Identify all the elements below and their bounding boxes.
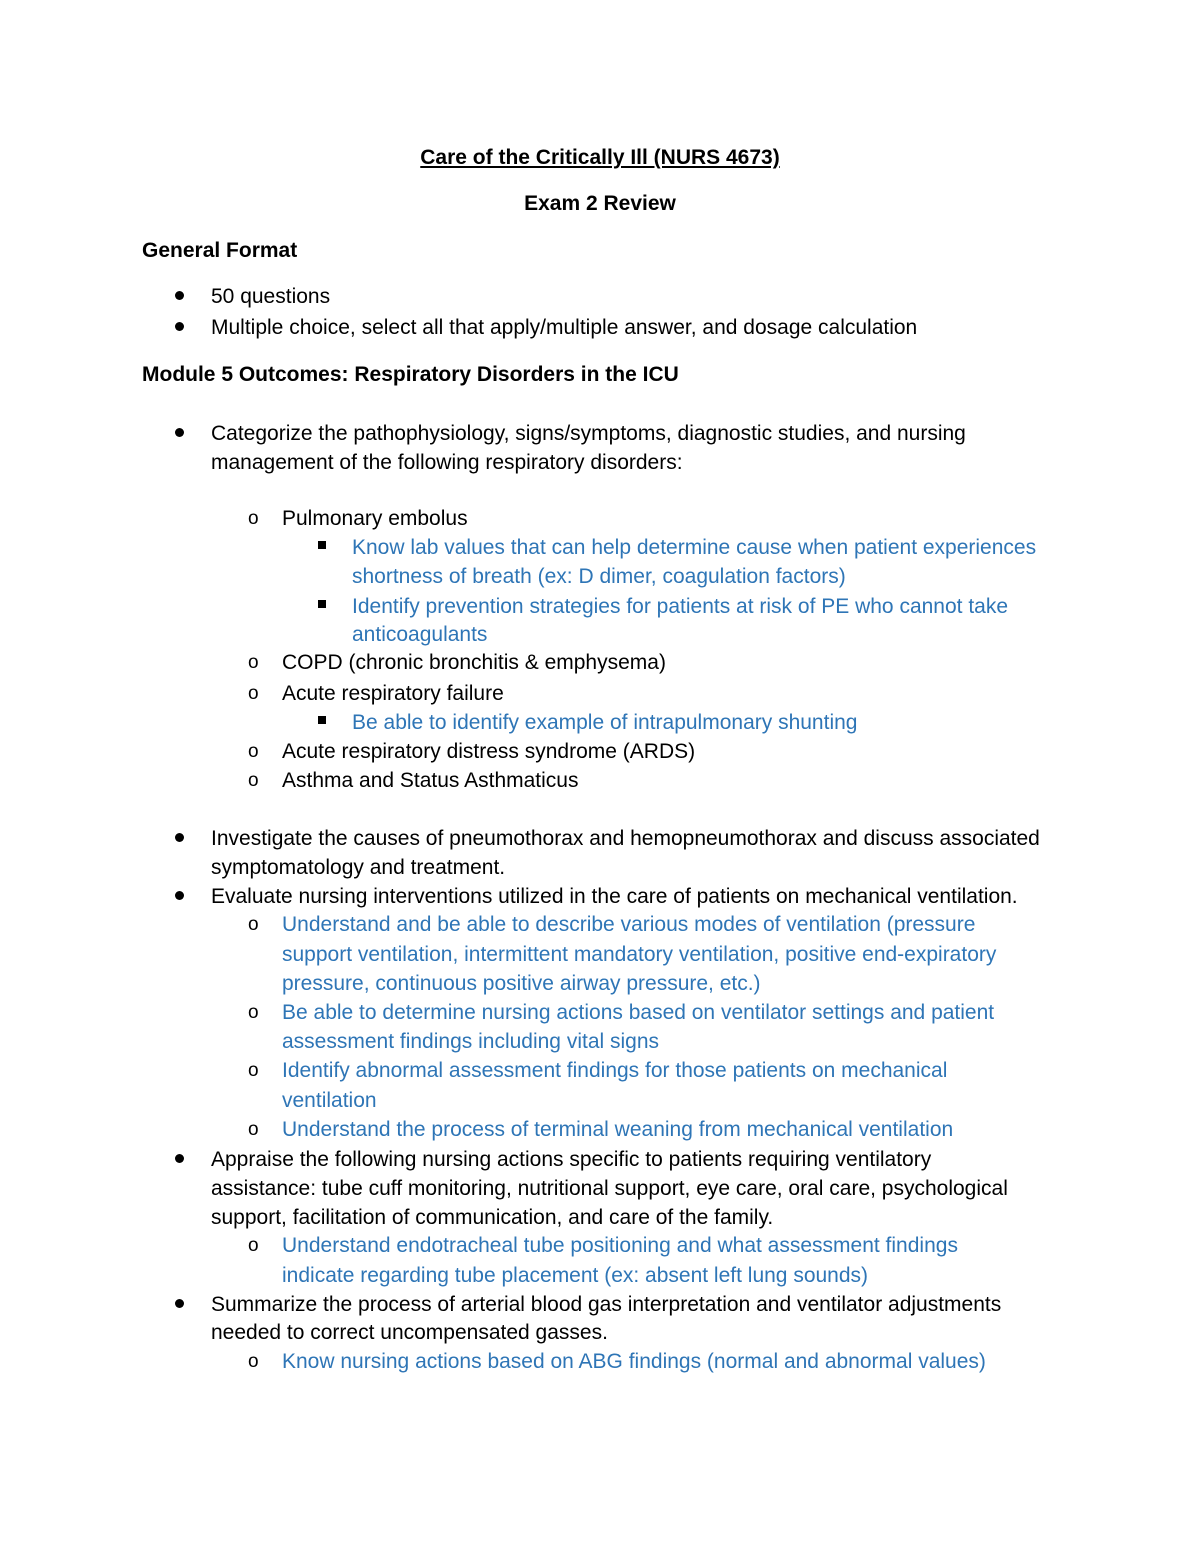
outcome-text: Summarize the process of arterial blood gas interpretation and ventilator adjustments: [211, 1293, 1002, 1316]
outcome-text: needed to correct uncompensated gasses.: [211, 1321, 608, 1344]
outcome-text: Appraise the following nursing actions specific to patients requiring ventilatory: [211, 1148, 932, 1171]
note-text: anticoagulants: [352, 623, 488, 646]
note-text: Understand endotracheal tube positioning and what assessment findings: [282, 1234, 958, 1257]
note-text: Know nursing actions based on ABG findings (normal and abnormal values): [282, 1350, 986, 1373]
square-bullet-icon: [318, 541, 326, 549]
circle-bullet-icon: o: [248, 914, 259, 935]
circle-bullet-icon: o: [248, 1002, 259, 1023]
note-text: Identify prevention strategies for patients at risk of PE who cannot take: [352, 595, 1009, 618]
bullet-icon: [175, 291, 184, 300]
bullet-icon: [175, 322, 184, 331]
circle-bullet-icon: o: [248, 770, 259, 791]
disorder-item: Asthma and Status Asthmaticus: [282, 769, 579, 792]
note-text: indicate regarding tube placement (ex: absent left lung sounds): [282, 1264, 869, 1287]
bullet-icon: [175, 1299, 184, 1308]
outcome-text: symptomatology and treatment.: [211, 856, 506, 879]
square-bullet-icon: [318, 716, 326, 724]
disorder-item: COPD (chronic bronchitis & emphysema): [282, 651, 666, 674]
note-text: Identify abnormal assessment findings for those patients on mechanical: [282, 1059, 948, 1082]
disorder-item: Acute respiratory distress syndrome (ARDS): [282, 740, 696, 763]
module-heading: Module 5 Outcomes: Respiratory Disorders in the ICU: [142, 363, 679, 386]
circle-bullet-icon: o: [248, 683, 259, 704]
doc-title: Care of the Critically Ill (NURS 4673): [420, 146, 780, 169]
bullet-icon: [175, 833, 184, 842]
doc-subtitle: Exam 2 Review: [524, 192, 676, 215]
bullet-icon: [175, 428, 184, 437]
note-text: Understand the process of terminal weaning from mechanical ventilation: [282, 1118, 954, 1141]
outcome-text: Investigate the causes of pneumothorax and hemopneumothorax and discuss associated: [211, 827, 1040, 850]
outcome-text: assistance: tube cuff monitoring, nutritional support, eye care, oral care, psychological: [211, 1177, 1008, 1200]
note-text: Know lab values that can help determine cause when patient experiences: [352, 536, 1037, 559]
outcome-text: management of the following respiratory disorders:: [211, 451, 683, 474]
outcome-text: support, facilitation of communication, and care of the family.: [211, 1206, 774, 1229]
note-text: pressure, continuous positive airway pressure, etc.): [282, 972, 761, 995]
note-text: Be able to determine nursing actions based on ventilator settings and patient: [282, 1001, 995, 1024]
bullet-icon: [175, 891, 184, 900]
circle-bullet-icon: o: [248, 1060, 259, 1081]
note-text: ventilation: [282, 1089, 377, 1112]
circle-bullet-icon: o: [248, 1235, 259, 1256]
square-bullet-icon: [318, 600, 326, 608]
note-text: assessment findings including vital signs: [282, 1030, 660, 1053]
bullet-icon: [175, 1154, 184, 1163]
disorder-item: Acute respiratory failure: [282, 682, 504, 705]
circle-bullet-icon: o: [248, 741, 259, 762]
note-text: shortness of breath (ex: D dimer, coagulation factors): [352, 565, 846, 588]
circle-bullet-icon: o: [248, 1119, 259, 1140]
note-text: Understand and be able to describe various modes of ventilation (pressure: [282, 913, 976, 936]
note-text: support ventilation, intermittent mandatory ventilation, positive end-expiratory: [282, 943, 997, 966]
outcome-text: Evaluate nursing interventions utilized in the care of patients on mechanical ventilation.: [211, 885, 1018, 908]
general-format-heading: General Format: [142, 239, 298, 262]
circle-bullet-icon: o: [248, 508, 259, 529]
note-text: Be able to identify example of intrapulmonary shunting: [352, 711, 858, 734]
disorder-item: Pulmonary embolus: [282, 507, 468, 530]
circle-bullet-icon: o: [248, 652, 259, 673]
circle-bullet-icon: o: [248, 1351, 259, 1372]
list-item: 50 questions: [211, 285, 331, 308]
list-item: Multiple choice, select all that apply/multiple answer, and dosage calculation: [211, 316, 918, 339]
outcome-text: Categorize the pathophysiology, signs/symptoms, diagnostic studies, and nursing: [211, 422, 966, 445]
